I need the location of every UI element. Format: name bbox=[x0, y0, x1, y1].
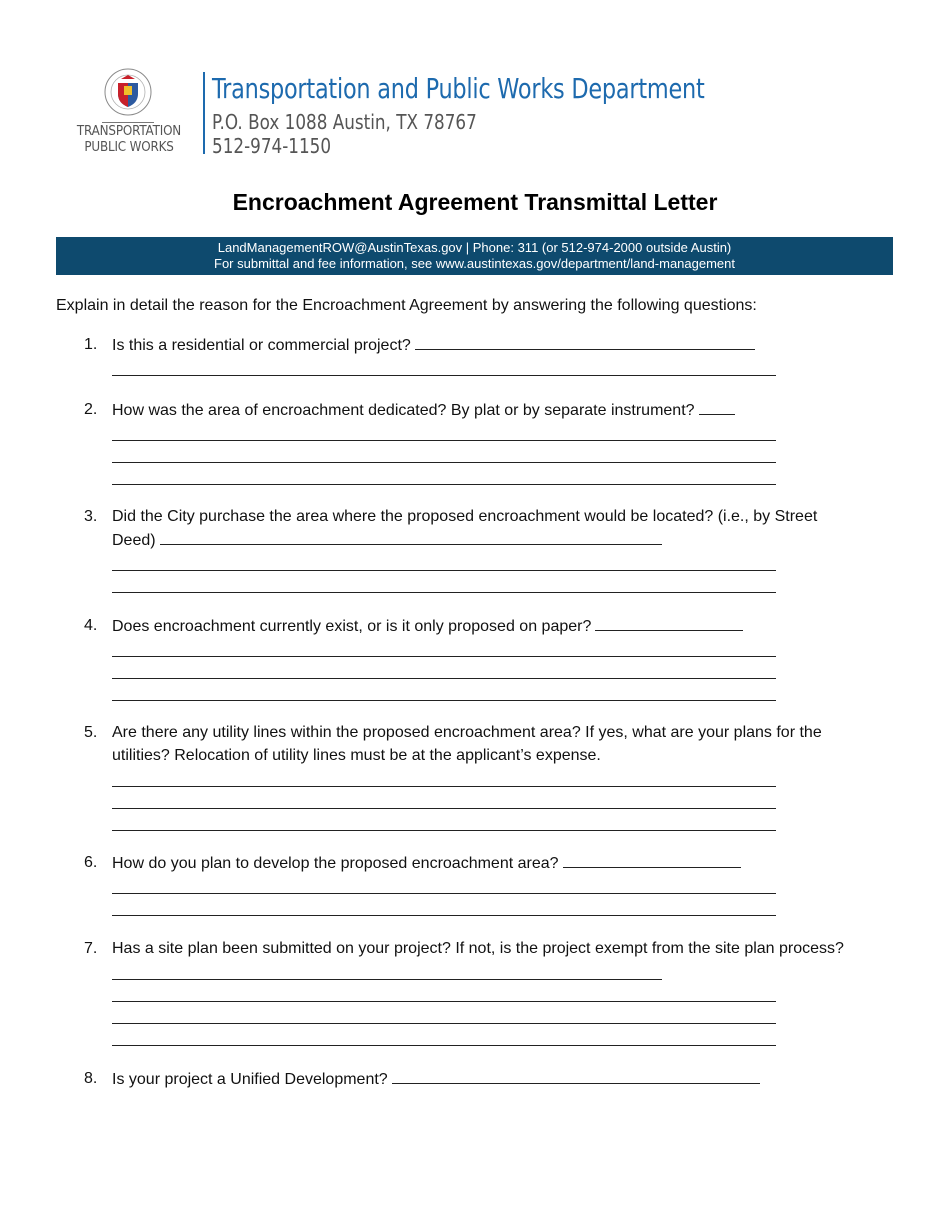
answer-line[interactable] bbox=[112, 592, 776, 593]
question-text: Has a site plan been submitted on your project? If not, is the project exempt from the site plan process? bbox=[112, 940, 844, 957]
question-text: Is this a residential or commercial project? bbox=[112, 337, 411, 354]
answer-blank[interactable] bbox=[595, 614, 743, 631]
question-number: 4. bbox=[84, 617, 98, 634]
contact-line: LandManagementROW@AustinTexas.gov | Phone: 311 (or 512-974-2000 outside Austin) bbox=[217, 240, 732, 255]
answer-line[interactable] bbox=[112, 570, 776, 571]
logo-divider bbox=[102, 122, 154, 123]
question-text: Is your project a Unified Development? bbox=[112, 1071, 388, 1088]
answer-line[interactable] bbox=[112, 440, 776, 441]
question-number: 5. bbox=[84, 724, 98, 741]
contact-banner bbox=[56, 237, 893, 275]
answer-line[interactable] bbox=[112, 656, 776, 657]
question-number: 1. bbox=[84, 336, 98, 353]
city-seal-icon bbox=[104, 68, 152, 116]
question-number: 6. bbox=[84, 854, 98, 871]
logo-line-1: TRANSPORTATION bbox=[76, 124, 182, 139]
question-text-continued: Deed) bbox=[112, 532, 156, 549]
answer-blank[interactable] bbox=[563, 851, 741, 868]
question-number: 2. bbox=[84, 401, 98, 418]
answer-line[interactable] bbox=[112, 893, 776, 894]
answer-line[interactable] bbox=[112, 678, 776, 679]
answer-line[interactable] bbox=[112, 915, 776, 916]
answer-blank[interactable] bbox=[160, 528, 662, 545]
question-number: 8. bbox=[84, 1070, 98, 1087]
question-number: 7. bbox=[84, 940, 98, 957]
answer-line[interactable] bbox=[112, 1001, 776, 1002]
question-text: How was the area of encroachment dedicated? By plat or by separate instrument? bbox=[112, 402, 695, 419]
question-text: Are there any utility lines within the proposed encroachment area? If yes, what are your plans for the bbox=[112, 724, 822, 741]
logo-text bbox=[67, 124, 190, 156]
answer-line[interactable] bbox=[112, 786, 776, 787]
answer-line[interactable] bbox=[112, 1045, 776, 1046]
question-text: Does encroachment currently exist, or is it only proposed on paper? bbox=[112, 618, 592, 635]
question-text-continued: utilities? Relocation of utility lines must be at the applicant’s expense. bbox=[112, 747, 601, 764]
header-divider bbox=[203, 72, 205, 154]
department-name: Transportation and Public Works Department bbox=[212, 72, 705, 105]
question-text: Did the City purchase the area where the proposed encroachment would be located? (i.e., by Street bbox=[112, 508, 818, 525]
answer-blank[interactable] bbox=[392, 1067, 760, 1084]
answer-line[interactable] bbox=[112, 484, 776, 485]
answer-line[interactable] bbox=[112, 700, 776, 701]
answer-line[interactable] bbox=[112, 1023, 776, 1024]
question-number: 3. bbox=[84, 508, 98, 525]
letterhead bbox=[62, 60, 705, 160]
department-logo bbox=[62, 66, 196, 158]
answer-line[interactable] bbox=[112, 375, 776, 376]
submittal-info-line: For submittal and fee information, see www.austintexas.gov/department/land-management bbox=[214, 256, 735, 271]
document-title: Encroachment Agreement Transmittal Letter bbox=[232, 189, 718, 215]
instructions: Explain in detail the reason for the Encroachment Agreement by answering the following questions: bbox=[56, 297, 757, 314]
answer-blank[interactable] bbox=[415, 333, 755, 350]
answer-line[interactable] bbox=[112, 808, 776, 809]
answer-line[interactable] bbox=[112, 830, 776, 831]
department-address: P.O. Box 1088 Austin, TX 78767 bbox=[212, 110, 477, 134]
answer-line[interactable] bbox=[112, 462, 776, 463]
logo-line-2: PUBLIC WORKS bbox=[84, 140, 174, 155]
answer-line[interactable] bbox=[112, 979, 662, 980]
department-phone: 512-974-1150 bbox=[212, 134, 332, 158]
answer-blank[interactable] bbox=[699, 398, 735, 415]
question-text: How do you plan to develop the proposed encroachment area? bbox=[112, 855, 559, 872]
